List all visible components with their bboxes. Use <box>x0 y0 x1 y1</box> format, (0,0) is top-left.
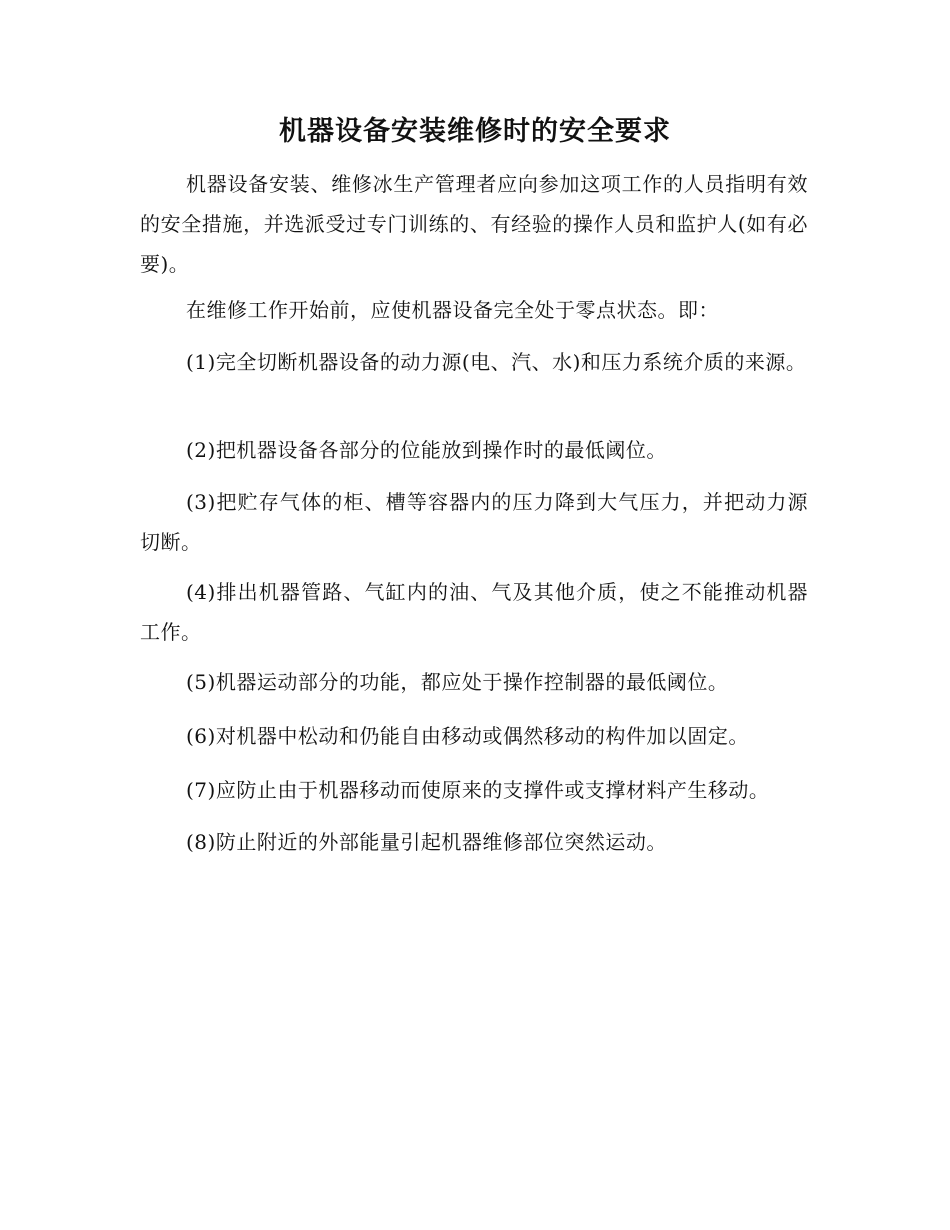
requirement-item-3: (3)把贮存气体的柜、槽等容器内的压力降到大气压力，并把动力源切断。 <box>140 490 808 554</box>
requirement-item-4: (4)排出机器管路、气缸内的油、气及其他介质，使之不能推动机器工作。 <box>140 580 808 644</box>
requirement-item-7: (7)应防止由于机器移动而使原来的支撑件或支撑材料产生移动。 <box>186 778 770 802</box>
requirement-item-5: (5)机器运动部分的功能，都应处于操作控制器的最低阈位。 <box>186 670 729 694</box>
requirement-item-8: (8)防止附近的外部能量引起机器维修部位突然运动。 <box>186 830 667 854</box>
intro-paragraph: 机器设备安装、维修冰生产管理者应向参加这项工作的人员指明有效的安全措施，并选派受过专门训练的、有经验的操作人员和监护人(如有必要)。 <box>140 172 808 276</box>
before-work-paragraph: 在维修工作开始前，应使机器设备完全处于零点状态。即： <box>186 298 719 322</box>
requirement-item-1: (1)完全切断机器设备的动力源(电、汽、水)和压力系统介质的来源。 <box>186 350 807 374</box>
requirement-item-6: (6)对机器中松动和仍能自由移动或偶然移动的构件加以固定。 <box>186 724 749 748</box>
requirement-item-2: (2)把机器设备各部分的位能放到操作时的最低阈位。 <box>186 438 667 462</box>
document-title: 机器设备安装维修时的安全要求 <box>279 116 671 147</box>
